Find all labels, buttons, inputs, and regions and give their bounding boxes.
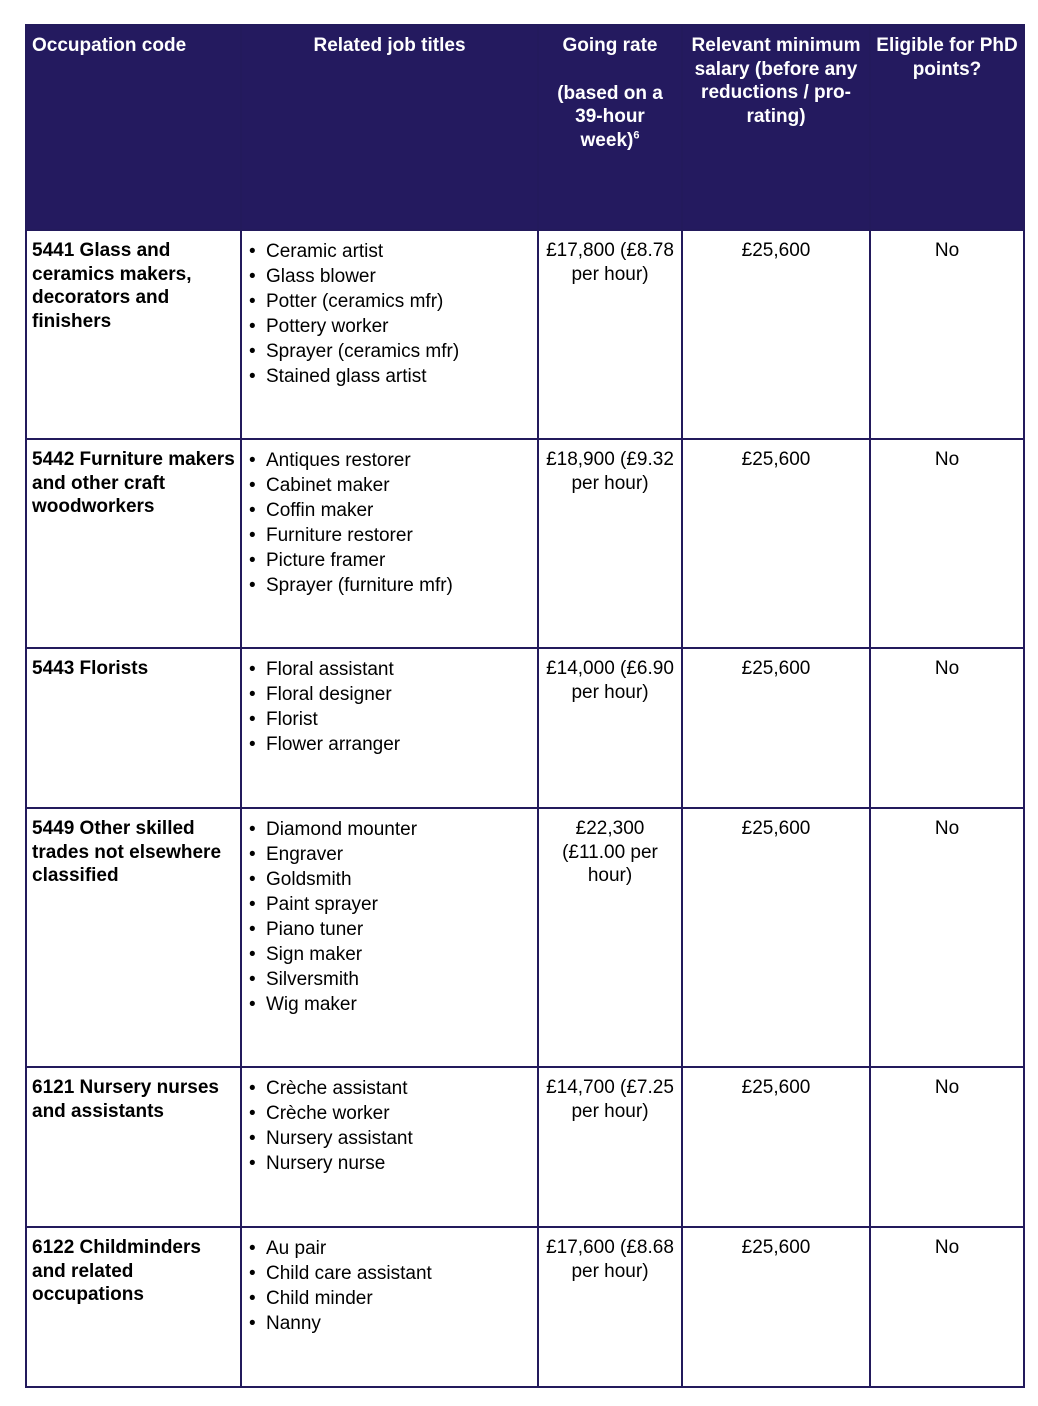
bullet-icon: • <box>249 659 256 680</box>
bullet-icon: • <box>249 919 256 940</box>
bullet-icon: • <box>249 1263 256 1284</box>
bullet-icon: • <box>249 819 256 840</box>
minimum-salary-cell: £25,600 <box>682 1067 870 1227</box>
bullet-icon: • <box>249 291 256 312</box>
bullet-icon: • <box>249 266 256 287</box>
job-title: Wig maker <box>266 994 357 1015</box>
minimum-salary-cell: £25,600 <box>682 808 870 1067</box>
header-related-job-titles: Related job titles <box>241 25 538 230</box>
job-title: Sprayer (ceramics mfr) <box>266 341 460 362</box>
list-item <box>249 523 532 548</box>
job-title: Sign maker <box>266 944 363 965</box>
job-titles-cell <box>241 1227 538 1387</box>
list-item <box>249 498 532 523</box>
job-titles-cell <box>241 230 538 439</box>
bullet-icon: • <box>249 575 256 596</box>
occupation-code-cell: 6121 Nursery nurses and assistants <box>26 1067 241 1227</box>
occupation-code-cell: 5442 Furniture makers and other craft woodworkers <box>26 439 241 648</box>
list-item <box>249 1126 532 1151</box>
bullet-icon: • <box>249 366 256 387</box>
job-title: Nursery assistant <box>266 1128 413 1149</box>
table-row <box>26 1227 1024 1387</box>
list-item <box>249 264 532 289</box>
header-minimum-salary: Relevant minimum salary (before any reductions / pro-rating) <box>682 25 870 230</box>
bullet-icon: • <box>249 869 256 890</box>
list-item <box>249 942 532 967</box>
job-title: Nanny <box>266 1313 321 1334</box>
job-titles-list <box>247 817 532 1017</box>
occupation-code-cell: 6122 Childminders and related occupations <box>26 1227 241 1387</box>
header-going-rate-note: (based on a 39-hour week)$^6$ <box>557 82 663 151</box>
job-title: Potter (ceramics mfr) <box>266 291 444 312</box>
bullet-icon: • <box>249 1313 256 1334</box>
job-title: Floral assistant <box>266 659 394 680</box>
list-item <box>249 239 532 264</box>
table-row <box>26 1067 1024 1227</box>
list-item <box>249 682 532 707</box>
going-rate-cell: £18,900 (£9.32 per hour) <box>538 439 682 648</box>
going-rate-cell: £14,700 (£7.25 per hour) <box>538 1067 682 1227</box>
header-phd-points: Eligible for PhD points? <box>870 25 1024 230</box>
list-item <box>249 573 532 598</box>
job-titles-cell <box>241 808 538 1067</box>
bullet-icon: • <box>249 844 256 865</box>
job-title: Cabinet maker <box>266 475 390 496</box>
phd-eligibility-cell: No <box>870 230 1024 439</box>
job-title: Child minder <box>266 1288 373 1309</box>
minimum-salary-cell: £25,600 <box>682 230 870 439</box>
occupation-code-cell: 5441 Glass and ceramics makers, decorators and finishers <box>26 230 241 439</box>
job-title: Floral designer <box>266 684 392 705</box>
list-item <box>249 473 532 498</box>
list-item <box>249 339 532 364</box>
job-title: Au pair <box>266 1238 327 1259</box>
list-item <box>249 548 532 573</box>
list-item <box>249 364 532 389</box>
occupation-code-cell: 5443 Florists <box>26 648 241 808</box>
phd-eligibility-cell: No <box>870 1227 1024 1387</box>
job-title: Sprayer (furniture mfr) <box>266 575 453 596</box>
job-title: Paint sprayer <box>266 894 378 915</box>
job-titles-list <box>247 448 532 598</box>
bullet-icon: • <box>249 1078 256 1099</box>
table-row <box>26 648 1024 808</box>
list-item <box>249 1076 532 1101</box>
list-item <box>249 817 532 842</box>
bullet-icon: • <box>249 969 256 990</box>
table-body <box>26 230 1024 1387</box>
job-titles-list <box>247 1236 532 1336</box>
job-title: Furniture restorer <box>266 525 413 546</box>
bullet-icon: • <box>249 241 256 262</box>
bullet-icon: • <box>249 709 256 730</box>
list-item <box>249 992 532 1017</box>
list-item <box>249 1311 532 1336</box>
bullet-icon: • <box>249 1128 256 1149</box>
bullet-icon: • <box>249 316 256 337</box>
footnote-marker: 6 <box>633 129 640 142</box>
job-title: Antiques restorer <box>266 450 411 471</box>
bullet-icon: • <box>249 500 256 521</box>
bullet-icon: • <box>249 1153 256 1174</box>
job-title: Coffin maker <box>266 500 374 521</box>
bullet-icon: • <box>249 450 256 471</box>
bullet-icon: • <box>249 684 256 705</box>
job-title: Crèche worker <box>266 1103 390 1124</box>
job-title: Glass blower <box>266 266 376 287</box>
job-title: Crèche assistant <box>266 1078 408 1099</box>
bullet-icon: • <box>249 525 256 546</box>
job-titles-cell <box>241 439 538 648</box>
list-item <box>249 314 532 339</box>
list-item <box>249 707 532 732</box>
job-title: Picture framer <box>266 550 386 571</box>
minimum-salary-cell: £25,600 <box>682 1227 870 1387</box>
bullet-icon: • <box>249 1103 256 1124</box>
phd-eligibility-cell: No <box>870 648 1024 808</box>
bullet-icon: • <box>249 734 256 755</box>
list-item <box>249 1261 532 1286</box>
phd-eligibility-cell: No <box>870 1067 1024 1227</box>
job-title: Diamond mounter <box>266 819 418 840</box>
going-rate-cell: £17,800 (£8.78 per hour) <box>538 230 682 439</box>
list-item <box>249 842 532 867</box>
phd-eligibility-cell: No <box>870 808 1024 1067</box>
list-item <box>249 1101 532 1126</box>
job-title: Piano tuner <box>266 919 364 940</box>
list-item <box>249 917 532 942</box>
job-title: Ceramic artist <box>266 241 384 262</box>
job-title: Goldsmith <box>266 869 352 890</box>
occupation-table <box>25 24 1025 1388</box>
job-titles-list <box>247 1076 532 1176</box>
job-title: Nursery nurse <box>266 1153 386 1174</box>
header-going-rate-label: Going rate <box>562 35 658 56</box>
list-item <box>249 967 532 992</box>
bullet-icon: • <box>249 894 256 915</box>
job-title: Engraver <box>266 844 344 865</box>
bullet-icon: • <box>249 1238 256 1259</box>
job-titles-cell <box>241 1067 538 1227</box>
list-item <box>249 448 532 473</box>
list-item <box>249 1151 532 1176</box>
going-rate-cell: £22,300 (£11.00 per hour) <box>538 808 682 1067</box>
job-title: Flower arranger <box>266 734 401 755</box>
table-row <box>26 808 1024 1067</box>
bullet-icon: • <box>249 341 256 362</box>
header-going-rate <box>538 25 682 230</box>
list-item <box>249 1286 532 1311</box>
bullet-icon: • <box>249 475 256 496</box>
list-item <box>249 892 532 917</box>
bullet-icon: • <box>249 944 256 965</box>
list-item <box>249 289 532 314</box>
list-item <box>249 732 532 757</box>
job-titles-list <box>247 239 532 389</box>
going-rate-cell: £17,600 (£8.68 per hour) <box>538 1227 682 1387</box>
bullet-icon: • <box>249 1288 256 1309</box>
minimum-salary-cell: £25,600 <box>682 439 870 648</box>
job-titles-cell <box>241 648 538 808</box>
phd-eligibility-cell: No <box>870 439 1024 648</box>
table-row <box>26 439 1024 648</box>
list-item <box>249 867 532 892</box>
job-title: Florist <box>266 709 318 730</box>
job-titles-list <box>247 657 532 757</box>
going-rate-cell: £14,000 (£6.90 per hour) <box>538 648 682 808</box>
table-row <box>26 230 1024 439</box>
list-item <box>249 1236 532 1261</box>
occupation-code-cell: 5449 Other skilled trades not elsewhere classified <box>26 808 241 1067</box>
table-header <box>26 25 1024 230</box>
job-title: Stained glass artist <box>266 366 427 387</box>
list-item <box>249 657 532 682</box>
job-title: Pottery worker <box>266 316 389 337</box>
minimum-salary-cell: £25,600 <box>682 648 870 808</box>
header-occupation-code: Occupation code <box>26 25 241 230</box>
bullet-icon: • <box>249 550 256 571</box>
bullet-icon: • <box>249 994 256 1015</box>
job-title: Child care assistant <box>266 1263 432 1284</box>
job-title: Silversmith <box>266 969 359 990</box>
